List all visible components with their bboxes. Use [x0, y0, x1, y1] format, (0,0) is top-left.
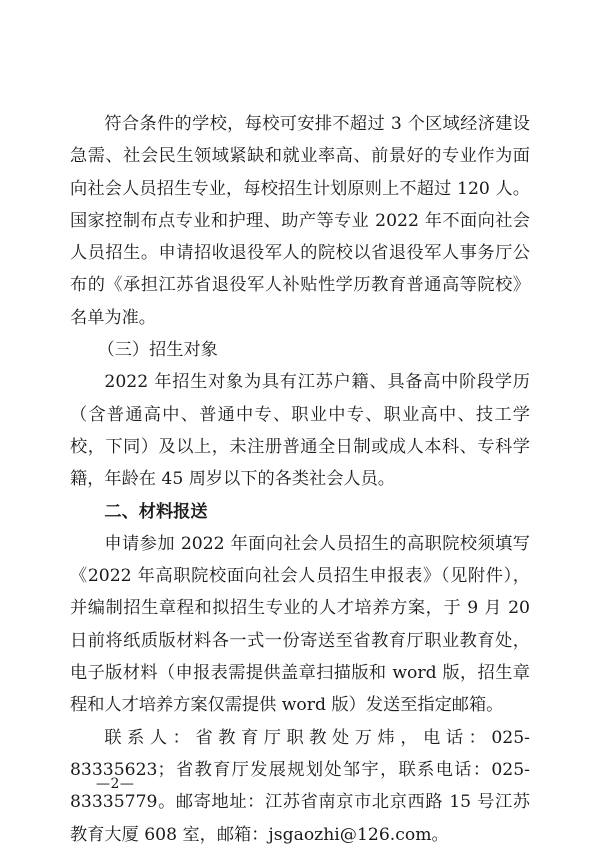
paragraph-materials-submission: 申请参加 2022 年面向社会人员招生的高职院校须填写《2022 年高职院校面向社会人员招生申报表》（见附件），并编制招生章程和拟招生专业的人才培养方案，于 9 月 20 日前将纸质版材料各一式一份寄送至省教育厅职业教育处，电子版材料（申报表需提供盖章扫描版和 word 版，招生章程和人才培养方案仅需提供 word 版）发送至指定邮箱。 [70, 533, 530, 716]
paragraph-enrollment-targets: 2022 年招生对象为具有江苏户籍、具备高中阶段学历（含普通高中、普通中专、职业中专、职业高中、技工学校，下同）及以上，未注册普通全日制或成人本科、专科学籍，年龄在 45 周岁以下的各类社会人员。 [70, 372, 530, 490]
paragraph-school-quota: 符合条件的学校，每校可安排不超过 3 个区域经济建设急需、社会民生领域紧缺和就业率高、前景好的专业作为面向社会人员招生专业，每校招生计划原则上不超过 120 人。国家控制布点专业和护理、助产等专业 2022 年不面向社会人员招生。申请招收退役军人的院校以省退役军人事务厅公布的《承担江苏省退役军人补贴性学历教育普通高等院校》名单为准。 [70, 114, 530, 328]
page-number: —2— [96, 776, 135, 792]
paragraph-contact-info: 联系人：省教育厅职教处万炜，电话：025-83335623；省教育厅发展规划处邹宇，联系电话：025-83335779。邮寄地址：江苏省南京市北京西路 15 号江苏教育大厦 608 室，邮箱：jsgaozhi@126.com。 [70, 727, 530, 845]
section-heading-materials-submission: 二、材料报送 [104, 501, 208, 522]
document-body [70, 108, 530, 851]
section-heading-enrollment-targets: （三）招生对象 [97, 340, 218, 361]
